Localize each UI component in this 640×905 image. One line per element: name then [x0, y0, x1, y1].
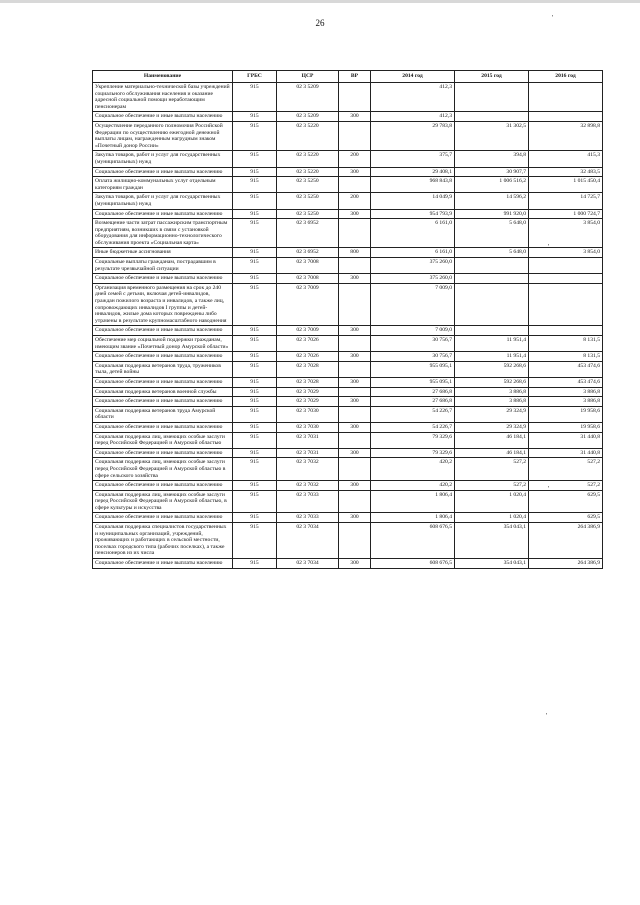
cell-grbs: 915 [233, 422, 277, 432]
cell-vr [339, 336, 371, 352]
cell-grbs: 915 [233, 559, 277, 569]
header-vr: ВР [339, 71, 371, 83]
cell-csr: 02 3 7028 [277, 377, 339, 387]
cell-2015 [455, 83, 529, 112]
cell-grbs: 915 [233, 513, 277, 523]
cell-csr: 02 3 7009 [277, 326, 339, 336]
cell-name: Социальное обеспечение и иные выплаты населению [93, 559, 233, 569]
cell-grbs: 915 [233, 432, 277, 448]
table-header-row [93, 71, 603, 83]
cell-2016: 629,5 [529, 513, 603, 523]
cell-2016: 14 725,7 [529, 193, 603, 209]
cell-2014: 27 686,8 [371, 387, 455, 397]
table-row [93, 112, 603, 122]
cell-csr: 02 3 7029 [277, 397, 339, 407]
cell-2016: 453 474,6 [529, 361, 603, 377]
cell-2014: 29 408,1 [371, 167, 455, 177]
cell-vr: 300 [339, 326, 371, 336]
cell-2014: 6 161,0 [371, 219, 455, 248]
cell-2014: 79 329,6 [371, 432, 455, 448]
cell-2016: 527,2 [529, 481, 603, 491]
table-row [93, 151, 603, 167]
cell-2015: 527,2 [455, 481, 529, 491]
cell-csr: 02 3 7031 [277, 448, 339, 458]
cell-grbs: 915 [233, 112, 277, 122]
cell-2015: 5 648,0 [455, 248, 529, 258]
table-row [93, 361, 603, 377]
scan-mark: ' [548, 243, 550, 251]
scan-mark: ' [546, 712, 548, 720]
cell-2016: 1 015 450,4 [529, 177, 603, 193]
table-row [93, 523, 603, 559]
cell-csr: 02 3 5220 [277, 151, 339, 167]
cell-2015: 46 184,1 [455, 432, 529, 448]
cell-2016: 31 440,8 [529, 432, 603, 448]
cell-2015: 3 886,8 [455, 387, 529, 397]
cell-2015 [455, 283, 529, 326]
table-row [93, 274, 603, 284]
cell-2014: 6 161,0 [371, 248, 455, 258]
cell-csr: 02 3 7034 [277, 523, 339, 559]
cell-name: Укрепление материально-технической базы учреждений социального обслуживания населения и оказание адресной социальной помощи неработающим пенсионерам [93, 83, 233, 112]
cell-vr: 300 [339, 274, 371, 284]
cell-grbs: 915 [233, 523, 277, 559]
cell-csr: 02 3 7028 [277, 361, 339, 377]
cell-2014: 375 260,0 [371, 258, 455, 274]
cell-2015: 14 596,2 [455, 193, 529, 209]
cell-2016: 32 483,5 [529, 167, 603, 177]
table-row [93, 458, 603, 481]
table-row [93, 209, 603, 219]
cell-csr: 02 3 7008 [277, 274, 339, 284]
cell-grbs: 915 [233, 326, 277, 336]
cell-2015: 31 302,5 [455, 121, 529, 150]
header-name: Наименование [93, 71, 233, 83]
cell-2015 [455, 112, 529, 122]
cell-2015: 3 886,8 [455, 397, 529, 407]
cell-2014: 27 686,8 [371, 397, 455, 407]
cell-2014: 1 806,4 [371, 513, 455, 523]
cell-grbs: 915 [233, 248, 277, 258]
table-row [93, 336, 603, 352]
cell-2014: 30 756,7 [371, 336, 455, 352]
cell-vr [339, 387, 371, 397]
cell-2016 [529, 274, 603, 284]
cell-name: Социальная поддержка специалистов государственных и муниципальных организаций, учреждений, проживающих и работающих в сельской местности, поселках городского типа (рабочих поселках), а также пенсионеров из их числа [93, 523, 233, 559]
header-2015: 2015 год [455, 71, 529, 83]
cell-name: Социальная поддержка ветеранов труда Амурской области [93, 406, 233, 422]
cell-2016 [529, 283, 603, 326]
cell-grbs: 915 [233, 151, 277, 167]
cell-vr [339, 258, 371, 274]
cell-2015: 46 184,1 [455, 448, 529, 458]
table-row [93, 490, 603, 513]
cell-csr: 02 3 7033 [277, 490, 339, 513]
cell-csr: 02 3 7029 [277, 387, 339, 397]
cell-2014: 412,3 [371, 83, 455, 112]
cell-grbs: 915 [233, 361, 277, 377]
cell-2015: 394,8 [455, 151, 529, 167]
cell-2016: 264 386,9 [529, 559, 603, 569]
cell-2014: 54 226,7 [371, 422, 455, 432]
cell-2015: 354 043,1 [455, 523, 529, 559]
cell-grbs: 915 [233, 193, 277, 209]
cell-2016: 8 131,5 [529, 336, 603, 352]
cell-vr [339, 458, 371, 481]
cell-2014: 54 226,7 [371, 406, 455, 422]
cell-name: Социальное обеспечение и иные выплаты населению [93, 167, 233, 177]
cell-vr: 300 [339, 397, 371, 407]
cell-2014: 955 095,1 [371, 361, 455, 377]
header-csr: ЦСР [277, 71, 339, 83]
cell-name: Социальное обеспечение и иные выплаты населению [93, 448, 233, 458]
cell-grbs: 915 [233, 283, 277, 326]
cell-vr: 300 [339, 352, 371, 362]
cell-vr [339, 283, 371, 326]
cell-csr: 02 3 5250 [277, 209, 339, 219]
cell-2014: 608 676,5 [371, 559, 455, 569]
cell-name: Социальное обеспечение и иные выплаты населению [93, 422, 233, 432]
cell-vr: 300 [339, 513, 371, 523]
table-row [93, 248, 603, 258]
cell-2015: 11 951,4 [455, 336, 529, 352]
table-row [93, 559, 603, 569]
cell-csr: 02 3 7032 [277, 458, 339, 481]
cell-2016: 31 440,8 [529, 448, 603, 458]
table-row [93, 121, 603, 150]
table-row [93, 219, 603, 248]
cell-vr [339, 361, 371, 377]
cell-vr: 300 [339, 481, 371, 491]
cell-2014: 412,3 [371, 112, 455, 122]
cell-2014: 420,2 [371, 481, 455, 491]
budget-table [92, 70, 603, 569]
cell-2016: 3 886,8 [529, 397, 603, 407]
cell-name: Социальное обеспечение и иные выплаты населению [93, 112, 233, 122]
cell-2015: 5 648,0 [455, 219, 529, 248]
cell-name: Социальное обеспечение и иные выплаты населению [93, 377, 233, 387]
scan-edge [0, 0, 640, 3]
cell-2016 [529, 258, 603, 274]
cell-2015: 1 020,4 [455, 490, 529, 513]
header-2016: 2016 год [529, 71, 603, 83]
table-row [93, 397, 603, 407]
cell-name: Социальное обеспечение и иные выплаты населению [93, 481, 233, 491]
cell-csr: 02 3 5250 [277, 177, 339, 193]
header-2014: 2014 год [371, 71, 455, 83]
cell-name: Социальное обеспечение и иные выплаты населению [93, 513, 233, 523]
cell-vr [339, 432, 371, 448]
cell-csr: 02 3 7026 [277, 336, 339, 352]
cell-grbs: 915 [233, 177, 277, 193]
cell-csr: 02 3 7030 [277, 406, 339, 422]
cell-2016: 527,2 [529, 458, 603, 481]
cell-2016: 3 886,8 [529, 387, 603, 397]
cell-2015: 30 907,7 [455, 167, 529, 177]
table-row [93, 406, 603, 422]
cell-2014: 29 783,8 [371, 121, 455, 150]
cell-2014: 954 793,9 [371, 209, 455, 219]
cell-2015: 1 006 516,2 [455, 177, 529, 193]
cell-vr: 300 [339, 209, 371, 219]
cell-grbs: 915 [233, 219, 277, 248]
cell-2014: 375,7 [371, 151, 455, 167]
cell-2016: 629,5 [529, 490, 603, 513]
cell-2014: 420,2 [371, 458, 455, 481]
cell-name: Социальное обеспечение и иные выплаты населению [93, 397, 233, 407]
cell-grbs: 915 [233, 387, 277, 397]
cell-2015: 1 020,4 [455, 513, 529, 523]
cell-vr [339, 177, 371, 193]
cell-name: Социальная поддержка лиц, имеющих особые заслуги перед Российской Федерацией и Амурской областью, в сфере культуры и искусства [93, 490, 233, 513]
cell-name: Социальная поддержка лиц, имеющих особые заслуги перед Российской Федерацией и Амурской областью в сфере сельского хозяйства [93, 458, 233, 481]
cell-2015: 592 268,6 [455, 361, 529, 377]
cell-2016: 453 474,6 [529, 377, 603, 387]
cell-csr: 02 3 7008 [277, 258, 339, 274]
cell-name: Закупка товаров, работ и услуг для государственных (муниципальных) нужд [93, 193, 233, 209]
cell-name: Возмещение части затрат пассажирским транспортным предприятиям, возникших в связи с установкой оборудования для информационно-технологического обслуживания проекта «Социальная карта» [93, 219, 233, 248]
table-row [93, 422, 603, 432]
cell-grbs: 915 [233, 481, 277, 491]
cell-grbs: 915 [233, 336, 277, 352]
cell-csr: 02 3 6952 [277, 248, 339, 258]
cell-csr: 02 3 5209 [277, 112, 339, 122]
cell-2016 [529, 112, 603, 122]
table-row [93, 83, 603, 112]
cell-2016: 19 958,6 [529, 406, 603, 422]
cell-csr: 02 3 7026 [277, 352, 339, 362]
cell-name: Обеспечение мер социальной поддержки гражданам, имеющим звание «Почетный донор Амурской области» [93, 336, 233, 352]
cell-2015: 11 951,4 [455, 352, 529, 362]
table-row [93, 377, 603, 387]
cell-name: Организация временного размещения на срок до 240 дней семей с детьми, включая детей-инвалидов, граждан пожилого возраста и инвалидов, а также лиц, сопровождающих инвалидов I группы и детей-инвалидов, жилые дома которых повреждены либо утрачены в результате крупномасштабного наводнения [93, 283, 233, 326]
cell-2015: 29 324,9 [455, 422, 529, 432]
cell-vr [339, 523, 371, 559]
cell-name: Иные бюджетные ассигнования [93, 248, 233, 258]
cell-csr: 02 3 5209 [277, 83, 339, 112]
table-row [93, 448, 603, 458]
cell-vr: 300 [339, 559, 371, 569]
cell-2014: 7 009,0 [371, 326, 455, 336]
cell-2015: 354 043,1 [455, 559, 529, 569]
cell-grbs: 915 [233, 490, 277, 513]
cell-2016 [529, 326, 603, 336]
cell-vr: 300 [339, 422, 371, 432]
cell-2016: 3 854,0 [529, 219, 603, 248]
cell-2016: 32 898,8 [529, 121, 603, 150]
cell-2015 [455, 258, 529, 274]
cell-name: Закупка товаров, работ и услуг для государственных (муниципальных) нужд [93, 151, 233, 167]
cell-vr [339, 490, 371, 513]
cell-2016: 3 854,0 [529, 248, 603, 258]
cell-vr: 200 [339, 151, 371, 167]
cell-csr: 02 3 5220 [277, 167, 339, 177]
cell-name: Социальное обеспечение и иные выплаты населению [93, 209, 233, 219]
scan-mark: ' [552, 14, 554, 22]
cell-csr: 02 3 5220 [277, 121, 339, 150]
cell-grbs: 915 [233, 83, 277, 112]
cell-name: Оплата жилищно-коммунальных услуг отдельным категориям граждан [93, 177, 233, 193]
cell-name: Социальные выплаты гражданам, пострадавшим в результате чрезвычайной ситуации [93, 258, 233, 274]
cell-grbs: 915 [233, 167, 277, 177]
cell-2014: 608 676,5 [371, 523, 455, 559]
cell-vr: 300 [339, 167, 371, 177]
cell-vr: 300 [339, 377, 371, 387]
cell-2015: 527,2 [455, 458, 529, 481]
cell-2015: 991 920,0 [455, 209, 529, 219]
header-grbs: ГРБС [233, 71, 277, 83]
cell-vr [339, 121, 371, 150]
cell-name: Социальное обеспечение и иные выплаты населению [93, 352, 233, 362]
cell-grbs: 915 [233, 406, 277, 422]
cell-2016: 8 131,5 [529, 352, 603, 362]
cell-csr: 02 3 5250 [277, 193, 339, 209]
table-row [93, 167, 603, 177]
cell-2014: 968 843,8 [371, 177, 455, 193]
table-row [93, 177, 603, 193]
cell-vr: 200 [339, 193, 371, 209]
cell-grbs: 915 [233, 274, 277, 284]
cell-vr [339, 83, 371, 112]
cell-csr: 02 3 7033 [277, 513, 339, 523]
scan-mark: ' [548, 485, 550, 493]
cell-2014: 14 049,9 [371, 193, 455, 209]
cell-2015 [455, 326, 529, 336]
cell-csr: 02 3 7031 [277, 432, 339, 448]
cell-grbs: 915 [233, 458, 277, 481]
page-number: 26 [315, 18, 325, 28]
cell-2015: 29 324,9 [455, 406, 529, 422]
cell-grbs: 915 [233, 258, 277, 274]
cell-vr [339, 406, 371, 422]
cell-csr: 02 3 7009 [277, 283, 339, 326]
cell-csr: 02 3 7030 [277, 422, 339, 432]
cell-2014: 375 260,0 [371, 274, 455, 284]
cell-2015: 592 268,6 [455, 377, 529, 387]
table-row [93, 352, 603, 362]
table-row [93, 481, 603, 491]
table-row [93, 326, 603, 336]
cell-name: Социальная поддержка лиц, имеющих особые заслуги перед Российской Федерацией и Амурской областью [93, 432, 233, 448]
cell-grbs: 915 [233, 397, 277, 407]
cell-2016 [529, 83, 603, 112]
cell-csr: 02 3 7034 [277, 559, 339, 569]
cell-grbs: 915 [233, 121, 277, 150]
cell-2016: 264 386,9 [529, 523, 603, 559]
cell-vr: 300 [339, 448, 371, 458]
cell-vr [339, 219, 371, 248]
cell-grbs: 915 [233, 448, 277, 458]
cell-name: Социальное обеспечение и иные выплаты населению [93, 326, 233, 336]
cell-csr: 02 3 6952 [277, 219, 339, 248]
cell-2016: 1 000 724,7 [529, 209, 603, 219]
cell-csr: 02 3 7032 [277, 481, 339, 491]
cell-vr: 300 [339, 112, 371, 122]
cell-grbs: 915 [233, 209, 277, 219]
table-row [93, 283, 603, 326]
cell-2014: 7 009,0 [371, 283, 455, 326]
cell-name: Социальное обеспечение и иные выплаты населению [93, 274, 233, 284]
cell-grbs: 915 [233, 377, 277, 387]
table-row [93, 387, 603, 397]
table-row [93, 258, 603, 274]
cell-2016: 19 958,6 [529, 422, 603, 432]
table-row [93, 513, 603, 523]
cell-grbs: 915 [233, 352, 277, 362]
cell-2014: 30 756,7 [371, 352, 455, 362]
cell-2014: 1 806,4 [371, 490, 455, 513]
table-row [93, 432, 603, 448]
cell-name: Социальная поддержка ветеранов труда, тружеников тыла, детей войны [93, 361, 233, 377]
table-row [93, 193, 603, 209]
cell-2015 [455, 274, 529, 284]
cell-name: Социальная поддержка ветеранов военной службы [93, 387, 233, 397]
cell-2016: 415,3 [529, 151, 603, 167]
cell-vr: 800 [339, 248, 371, 258]
cell-2014: 79 329,6 [371, 448, 455, 458]
cell-2014: 955 095,1 [371, 377, 455, 387]
cell-name: Осуществление переданного полномочия Российской Федерации по осуществлению ежегодной денежной выплаты лицам, награжденным нагрудным знаком «Почетный донор России» [93, 121, 233, 150]
